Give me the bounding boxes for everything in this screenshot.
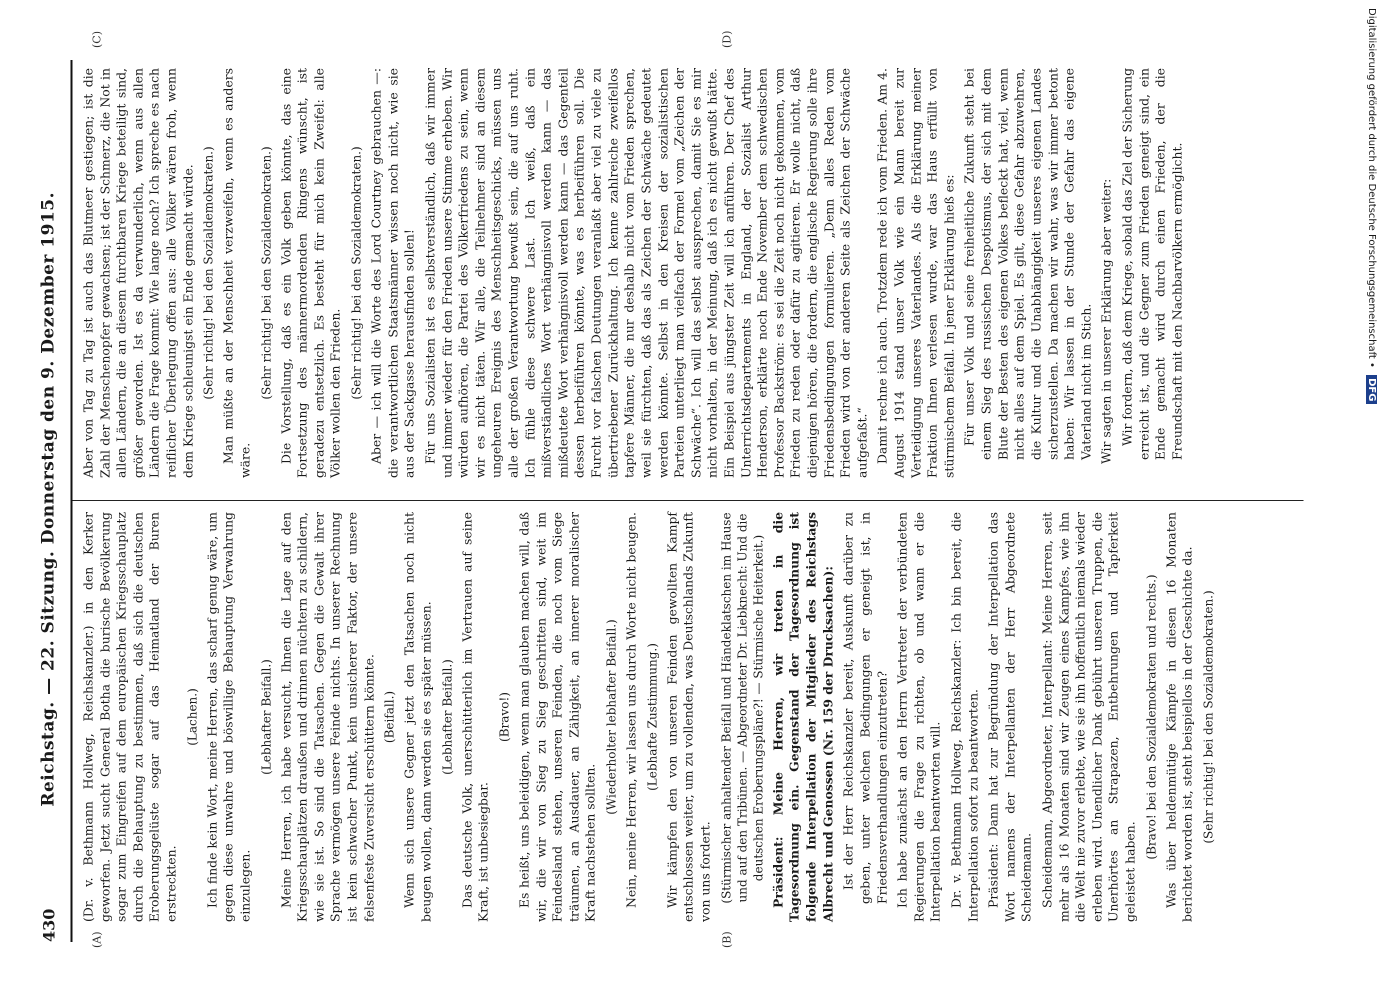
watermark-text: Digitalisierung gefördert durch die Deutsche Forschungsgemeinschaft • (1366, 8, 1377, 368)
paragraph: Wir kämpfen den von unseren Feinden gewollten Kampf entschlossen weiter, um zu vollenden, was Deutschlands Zukunft von uns fordert. (663, 512, 712, 922)
paragraph: Aber von Tag zu Tag ist auch das Blutmeer gestiegen; ist die Zahl der Menschenopfer gewachsen; ist der Schmerz, die Not in allen Ländern, die an diesem furchtbaren Kriege beteiligt sind, größer geworden. Ist es da verwunderlich, wenn aus allen Ländern die Frage kommt: Wie lange noch? Ich spreche es nach reiflicher Überlegung offen aus: alle Völker wären froh, wenn dem Kriege schleunigst ein Ende gemacht würde. (80, 68, 195, 478)
header-rule (70, 60, 72, 942)
paragraph: Wenn sich unsere Gegner jetzt den Tatsachen noch nicht beugen wollen, dann werden sie es später müssen. (401, 512, 433, 922)
dfg-logo: DFG (1366, 375, 1377, 404)
paragraph: Es heißt, uns beleidigen, wenn man glauben machen will, daß wir, die wir von Sieg zu Sieg geschritten sind, weit im Feindesland stehen, unseren Feinden, die noch vom Siege träumen, an Ausdauer, an Zähigkeit, an innerer moralischer Kraft nachstehen sollten. (515, 512, 598, 922)
remark: (Lebhafter Beifall.) (258, 659, 273, 775)
paragraph: Scheidemann, Abgeordneter, Interpellant: Meine Herren, seit mehr als 16 Monaten sind wir Zeugen eines Kampfes, wie ihn die Welt nie zuvor erlebte, wie sie ihn hoffentlich niemals wieder erleben wird. Unendlicher Dank gebührt unseren Truppen, die Unerhörtes an Strapazen, Entbehrungen und Tapferkeit geleistet haben. (1038, 512, 1138, 922)
remark: (Sehr richtig! bei den Sozialdemokraten.) (201, 146, 216, 400)
paragraph: Wir sagten in unserer Erklärung aber weiter: (1098, 178, 1114, 464)
page-header (28, 60, 68, 942)
page-title: Reichstag. — 22. Sitzung. Donnerstag den 9. Dezember 1915. (38, 191, 58, 807)
page-number: 430 (38, 908, 58, 942)
remark: (Bravo! bei den Sozialdemokraten und rechts.) (1143, 574, 1158, 860)
remark: (Lebhafte Zustimmung.) (644, 643, 659, 791)
remark: (Lebhafter Beifall.) (439, 659, 454, 775)
remark: (Sehr richtig! bei den Sozialdemokraten.) (1200, 590, 1215, 844)
paragraph: Damit rechne ich auch. Trotzdem rede ich vom Frieden. Am 4. August 1914 stand unser Volk wie ein Mann bereit zur Verteidigung unseres Vaterlandes. Als die Erklärung meiner Fraktion Ihnen verlesen wurde, war das Haus erfüllt von stürmischem Beifall. In jener Erklärung hieß es: (874, 68, 956, 478)
paragraph: Ich habe zunächst an den Herrn Vertreter der verbündeten Regierungen die Frage zu richten, ob und wann er die Interpellation beantworten will. (894, 512, 943, 922)
remark: (Bravo!) (496, 692, 511, 742)
paragraph: Nein, meine Herren, wir lassen uns durch Worte nicht beugen. (623, 512, 639, 908)
paragraph: Man müßte an der Menschheit verzweifeln, wenn es anders wäre. (220, 68, 252, 478)
remark: (Lachen.) (184, 688, 199, 746)
column-divider (72, 500, 1303, 501)
margin-mark-a: (A) (90, 931, 103, 948)
margin-mark-b: (B) (720, 931, 733, 948)
paragraph: Die Vorstellung, daß es ein Volk geben könnte, das eine Fortsetzung des männermordenden Ringens wünscht, ist geradezu entsetzlich. Es besteht für mich kein Zweifel: alle Völker wollen den Frieden. (277, 68, 343, 478)
paragraph: Meine Herren, ich habe versucht, Ihnen die Lage auf den Kriegsschauplätzen draußen und drinnen nüchtern zu schildern, wie sie ist. So sind die Tatsachen. Gegen die Gewalt ihrer Sprache vermögen unsere Feinde nichts. In unserer Rechnung ist kein schwacher Punkt, kein unsicherer Faktor, der unsere felsenfeste Zuversicht erschüttern könnte. (277, 512, 376, 922)
paragraph: Ist der Herr Reichskanzler bereit, Auskunft darüber zu geben, unter welchen Bedingungen er geneigt ist, in Friedensverhandlungen einzutreten? (840, 512, 889, 904)
remark: (Wiederholter lebhafter Beifall.) (604, 619, 619, 815)
paragraph: Präsident: Meine Herren, wir treten in die Tagesordnung ein. Gegenstand der Tagesordnung ist folgende Interpellation der Mitglieder des Reichstags Albrecht und Genossen (Nr. 159 der Drucksachen): (769, 512, 835, 922)
paragraph: (Dr. v. Bethmann Hollweg, Reichskanzler.) in den Kerker geworfen. Jetzt sucht General Botha die burische Bevölkerung sogar zum Eingreifen auf dem europäischen Kriegsschauplatz durch die Behauptung zu bestimmen, daß sich die deutschen Eroberungsgelüste sogar auf das Heimatland der Buren erstreckten. (80, 512, 179, 922)
paragraph: Wir fordern, daß dem Kriege, sobald das Ziel der Sicherung erreicht ist, und die Gegner zum Frieden geneigt sind, ein Ende gemacht wird durch einen Frieden, der die Freundschaft mit den Nachbarvölkern ermöglicht. (1118, 68, 1184, 460)
paragraph: Für unser Volk und seine freiheitliche Zukunft steht bei einem Sieg des russischen Despotismus, der sich mit dem Blute der Besten des eigenen Volkes befleckt hat, viel, wenn nicht alles auf dem Spiel. Es gilt, diese Gefahr abzuwehren, die Kultur und die Unabhängigkeit unseres eigenen Landes sicherzustellen. Da machen wir wahr, was wir immer betont haben: Wir lassen in der Stunde der Gefahr das eigene Vaterland nicht im Stich. (961, 68, 1093, 460)
remark: (Sehr richtig! bei den Sozialdemokraten.) (349, 146, 364, 400)
right-column (80, 68, 1189, 478)
paragraph: Dr. v. Bethmann Hollweg, Reichskanzler: Ich bin bereit, die Interpellation sofort zu beantworten. (947, 512, 980, 922)
remark: (Beifall.) (382, 690, 397, 744)
paragraph: Das deutsche Volk, unerschütterlich im Vertrauen auf seine Kraft, ist unbesiegbar. (458, 512, 491, 922)
margin-mark-d: (D) (720, 30, 733, 48)
paragraph: Was über heldenmütige Kämpfe in diesen 16 Monaten berichtet worden ist, steht beispiellos in der Geschichte da. (1162, 512, 1195, 922)
paragraph: Aber — ich will die Worte des Lord Courtney gebrauchen —: die verantwortlichen Staatsmänner wissen noch nicht, wie sie aus der Sackgasse herausfinden sollen! (368, 68, 417, 478)
paragraph: Ich finde kein Wort, meine Herren, das scharf genug wäre, um gegen diese unwahre und böswillige Behauptung Verwahrung einzulegen. (203, 512, 252, 922)
paragraph: Präsident: Dann hat zur Begründung der Interpellation das Wort namens der Interpellanten der Herr Abgeordnete Scheidemann. (985, 512, 1034, 922)
remark: (Stürmischer anhaltender Beifall und Händeklatschen im Hause und auf den Tribünen. — Abgeordneter Dr. Liebknecht: Und die deutschen Eroberungspläne?! — Stürmische Heiterkeit.) (718, 512, 765, 904)
watermark-strip (1365, 8, 1379, 628)
remark: (Sehr richtig! bei den Sozialdemokraten.) (258, 146, 273, 400)
left-column (80, 512, 1220, 922)
paragraph: Für uns Sozialisten ist es selbstverständlich, daß wir immer und immer wieder für den Frieden unsere Stimme erheben. Wir würden aufhören, die Partei des Völkerfriedens zu sein, wenn wir es nicht täten. Wir alle, die Teilnehmer sind an diesem ungeheuren Ereignis des Menschheitsgeschicks, müssen uns alle der großen Verantwortung bewußt sein, die auf uns ruht. Ich fühle diese schwere Last. Ich weiß, daß ein mißverständliches Wort verhängnisvoll werden kann — das mißdeutete Wort verhängnisvoll werden kann — das Gegenteil dessen herbeiführen könnte, was es herbeiführen soll. Die Furcht vor falschen Deutungen veranlaßt aber viel zu viele zu übertriebener Zurückhaltung. Ich kenne zahlreiche zweifellos tapfere Männer, die nur deshalb nicht vom Frieden sprechen, weil sie fürchten, daß das als Zeichen der Schwäche gedeutet werden könnte. Selbst in den Kreisen der sozialistischen Parteien unterliegt man vielfach der Formel vom „Zeichen der Schwäche“. Ich will das selbst aussprechen, damit Sie es mir nicht vorhalten, in der Meinung, daß ich es nicht gewußt hätte. Ein Beispiel aus jüngster Zeit will ich anführen. Der Chef des Unterrichtsdepartements in England, der Sozialist Arthur Henderson, erklärte noch Ende November dem schwedischen Professor Backström: es sei die Zeit noch nicht gekommen, vom Frieden zu reden oder dafür zu agitieren. Er wolle nicht, daß diejenigen hören, die fordern, die englische Regierung solle ihre Friedensbedingungen formulieren. „Denn alles Reden vom Frieden wird von der anderen Seite als Zeichen der Schwäche aufgefaßt.“ (421, 68, 869, 478)
margin-mark-c: (C) (90, 31, 103, 48)
